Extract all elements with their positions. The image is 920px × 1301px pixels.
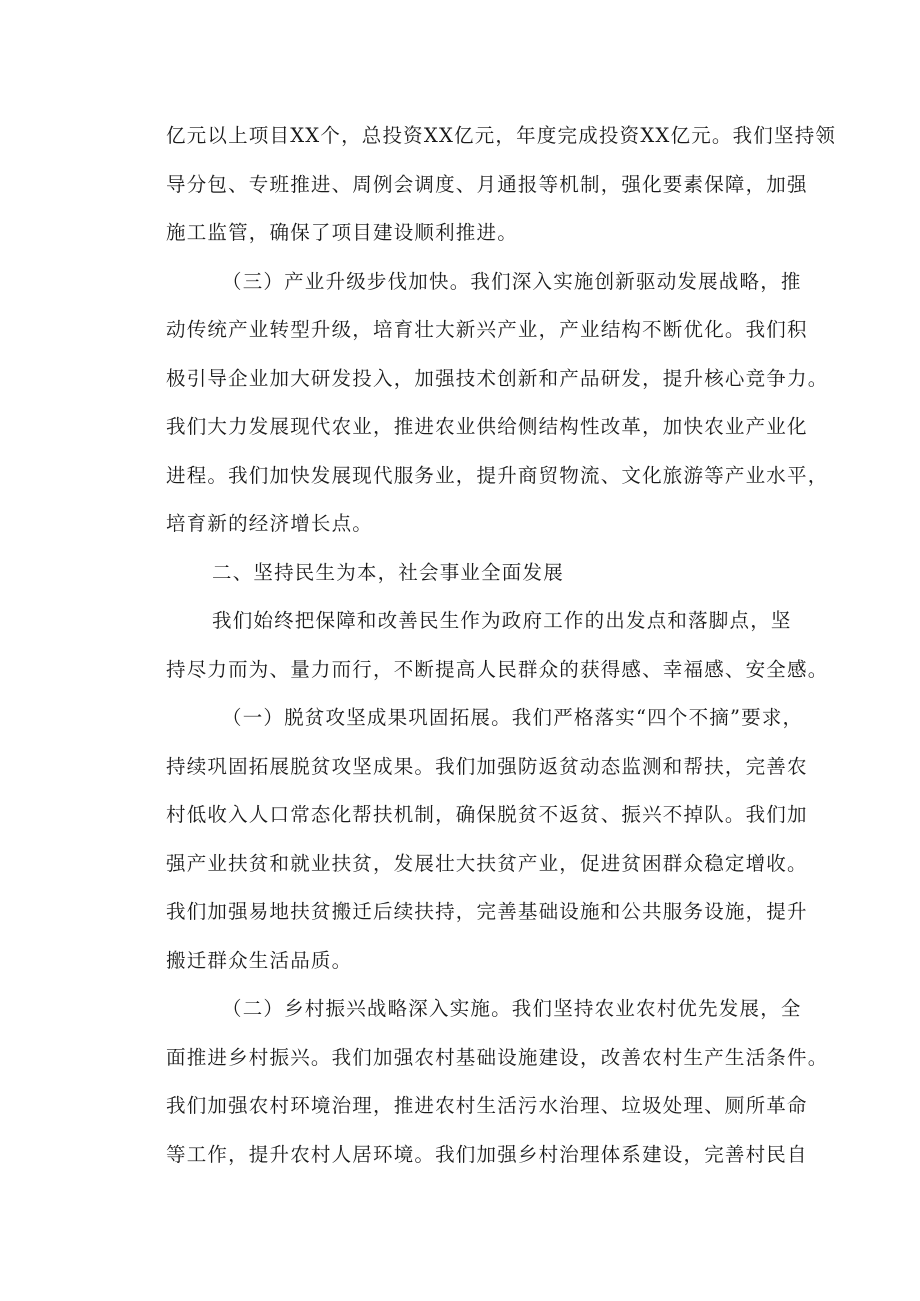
chapter-heading: 二、坚持民生为本，社会事业全面发展	[212, 560, 564, 584]
text-line: 持尽力而为、量力而行，不断提高人民群众的获得感、幸福感、安全感。	[166, 657, 829, 681]
text-line: 面推进乡村振兴。我们加强农村基础设施建设，改善农村生产生活条件。	[166, 1045, 829, 1069]
text-line: 强产业扶贫和就业扶贫，发展壮大扶贫产业，促进贫困群众稳定增收。	[166, 851, 808, 875]
text-line: 亿元以上项目XX个，总投资XX亿元，年度完成投资XX亿元。我们坚持领	[166, 124, 837, 147]
section-heading-line: （二）乡村振兴战略深入实施。我们坚持农业农村优先发展，全	[222, 997, 802, 1020]
text-line: 我们加强易地扶贫搬迁后续扶持，完善基础设施和公共服务设施，提升	[166, 900, 808, 923]
text-line: 动传统产业转型升级，培育壮大新兴产业，产业结构不断优化。我们积	[166, 318, 808, 341]
text-line: 进程。我们加快发展现代服务业，提升商贸物流、文化旅游等产业水平，	[166, 463, 829, 487]
text-line: 我们始终把保障和改善民生作为政府工作的出发点和落脚点，坚	[212, 609, 792, 632]
section-heading-line: （三）产业升级步伐加快。我们深入实施创新驱动发展战略，推	[222, 269, 802, 293]
text-line: 村低收入人口常态化帮扶机制，确保脱贫不返贫、振兴不掉队。我们加	[166, 803, 808, 826]
text-line: 我们大力发展现代农业，推进农业供给侧结构性改革，加快农业产业化	[166, 415, 808, 438]
text-line: 等工作，提升农村人居环境。我们加强乡村治理体系建设，完善村民自	[166, 1142, 808, 1166]
text-line: 培育新的经济增长点。	[166, 512, 374, 535]
text-line: 极引导企业加大研发投入，加强技术创新和产品研发，提升核心竞争力。	[166, 366, 829, 390]
text-line: 搬迁群众生活品质。	[166, 948, 353, 972]
section-heading-line: （一）脱贫攻坚成果巩固拓展。我们严格落实“四个不摘”要求，	[222, 706, 804, 729]
text-line: 持续巩固拓展脱贫攻坚成果。我们加强防返贫动态监测和帮扶，完善农	[166, 754, 808, 778]
text-line: 施工监管，确保了项目建设顺利推进。	[166, 221, 518, 244]
text-line: 我们加强农村环境治理，推进农村生活污水治理、垃圾处理、厕所革命	[166, 1094, 808, 1117]
document-body	[166, 112, 837, 1179]
text-line: 导分包、专班推进、周例会调度、月通报等机制，强化要素保障，加强	[166, 172, 808, 196]
